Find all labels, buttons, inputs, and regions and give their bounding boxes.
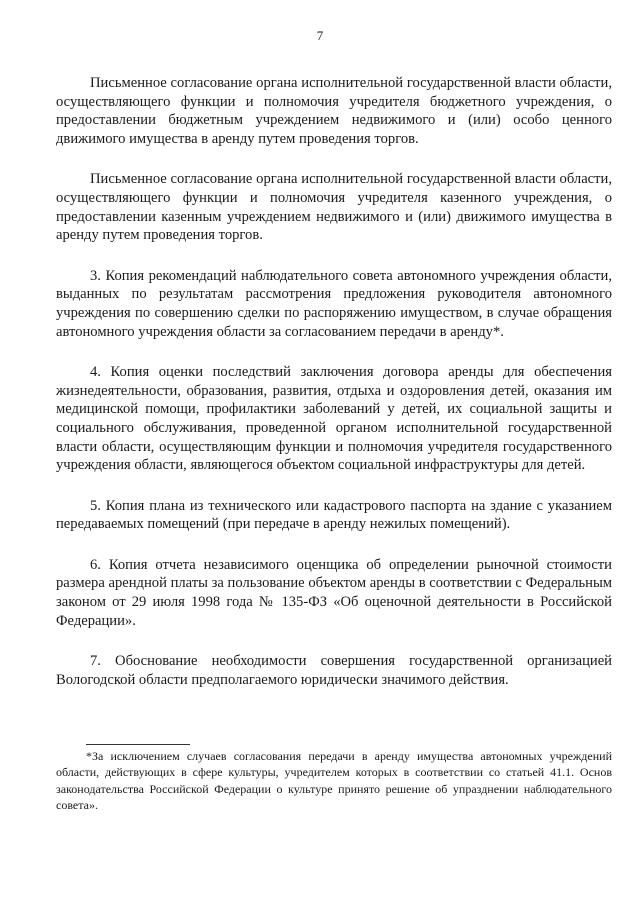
footnote-divider bbox=[86, 744, 190, 745]
paragraph-treasury-approval: Письменное согласование органа исполнительной государственной власти области, осуществляющего функции и полномочия учредителя казенного учреждения, о предоставлении казенным учреждением недвижимого и (или) движимого имущества в аренду путем проведения торгов. bbox=[56, 171, 612, 244]
footnote bbox=[56, 744, 612, 814]
paragraph-item-3: 3. Копия рекомендаций наблюдательного совета автономного учреждения области, выданных по результатам рассмотрения предложения руководителя автономного учреждения по совершению сделки по распоряжению имуществом, в случае обращения автономного учреждения области за согласованием передачи в аренду*. bbox=[56, 267, 612, 340]
paragraph-item-4: 4. Копия оценки последствий заключения договора аренды для обеспечения жизнедеятельности, образования, развития, отдыха и оздоровления детей, оказания им медицинской помощи, профилактики заболеваний у детей, их социальной защиты и социального обслуживания, проведенной органом исполнительной государственной власти области, осуществляющим функции и полномочия учредителя государственного учреждения области, являющегося объектом социальной инфраструктуры для детей. bbox=[56, 364, 612, 474]
document-body bbox=[56, 74, 612, 711]
paragraph-item-6: 6. Копия отчета независимого оценщика об определении рыночной стоимости размера арендной платы за пользование объектом аренды в соответствии с Федеральным законом от 29 июля 1998 года № 135-ФЗ «Об оценочной деятельности в Российской Федерации». bbox=[56, 556, 612, 629]
footnote-text: *За исключением случаев согласования передачи в аренду имущества автономных учреждений области, действующих в сфере культуры, учредителем которых в соответствии со статьей 41.1. Основ законодательства Российской Федерации о культуре принято решение об упразднении наблюдательного совета». bbox=[56, 749, 612, 813]
page-number: 7 bbox=[316, 28, 324, 43]
paragraph-item-7: 7. Обоснование необходимости совершения государственной организацией Вологодской области предполагаемого юридически значимого действия. bbox=[56, 653, 612, 688]
paragraph-item-5: 5. Копия плана из технического или кадастрового паспорта на здание с указанием передаваемых помещений (при передаче в аренду нежилых помещений). bbox=[56, 497, 612, 533]
paragraph-budget-approval: Письменное согласование органа исполнительной государственной власти области, осуществляющего функции и полномочия учредителя бюджетного учреждения, о предоставлении бюджетным учреждением недвижимого и (или) особо ценного движимого имущества в аренду путем проведения торгов. bbox=[56, 75, 612, 147]
